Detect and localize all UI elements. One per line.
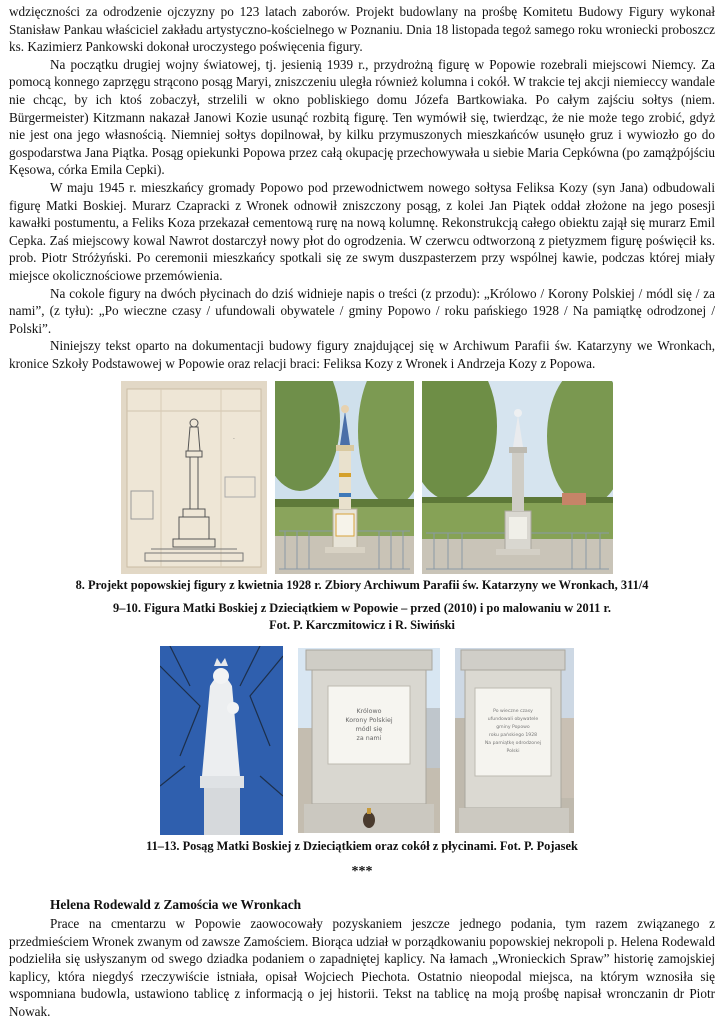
photo-11-statue bbox=[160, 646, 283, 835]
photo-9-figure-before bbox=[275, 381, 414, 574]
plaque-front-line: za nami bbox=[356, 735, 382, 742]
paragraph-1: wdzięczności za odrodzenie ojczyzny po 123 latach zaborów. Projekt budowlany na prośbę Komitetu Budowy Figury wykonał Stanisław Pankau właściciel zakładu artystyczno-kościelnego w Poznaniu. Dnia 18 listopada tegoż samego roku wroniecki proboszcz ks. Kazimierz Pankowski dokonał uroczystego poświęcenia figury. bbox=[9, 4, 715, 55]
caption-11-13: 11–13. Posąg Matki Boskiej z Dzieciątkiem oraz cokół z płycinami. Fot. P. Pojasek bbox=[146, 839, 578, 853]
photo-13-plinth-back bbox=[455, 648, 574, 833]
photo-8-project-drawing bbox=[121, 381, 267, 574]
plaque-front-line: módl się bbox=[355, 726, 383, 733]
text-block-bottom bbox=[9, 897, 715, 1021]
photo-10-figure-after bbox=[422, 381, 613, 574]
paragraph-2: Na początku drugiej wojny światowej, tj. jesienią 1939 r., przydrożną figurę w Popowie rozebrali miejscowi Niemcy. Za pomocą konnego zaprzęgu strącono posąg Maryi, zniszczeniu uległa również kolumna i cokół. W trakcie tej akcji niemieccy wandale nie chcąc, by ich ktoś zobaczył, strzelili w okno pobliskiego domu Józefa Bartkowiaka. Po całym zajściu sołtys (niem. Bürgermeister) Kitzmann nakazał Janowi Kozie usunąć rozbitą figurę. Ten wymówił się, twierdząc, że nie może tego zrobić, gdyż nie jest ona jego własnością. Niemniej sołtys dopilnował, by kilku przymuszonych mieszkańców usunęło gruz i wywiozło go do gospodarstwa Jana Piątka. Posąg opiekunki Popowa przez całą okupację przechowywała u siebie Maria Cepkówna (po zamążpójściu Kęsowa, córka Emila Cepki). bbox=[9, 56, 715, 178]
caption-8: 8. Projekt popowskiej figury z kwietnia 1928 r. Zbiory Archiwum Parafii św. Katarzyny we Wronkach, 311/4 bbox=[75, 578, 649, 592]
plaque-back-line: roku pańskiego 1928 bbox=[488, 733, 538, 738]
text-block-top bbox=[9, 3, 715, 372]
plaque-back-line: ufundowali obywatele bbox=[487, 717, 539, 722]
photo-12-plinth-front bbox=[298, 648, 440, 833]
paragraph-4: Na cokole figury na dwóch płycinach do dziś widnieje napis o treści (z przodu): „Królowo / Korony Polskiej / módl się / za nami”, (z tyłu): „Po wieczne czasy / ufundowali obywatele / gminy Popowo / roku pańskiego 1928 / Na pamiątkę odrodzonej / Polski”. bbox=[9, 285, 715, 336]
paragraph-6: Prace na cmentarzu w Popowie zaowocowały pozyskaniem jeszcze jednego podania, tym razem związanego z przedmieściem Wronek zwanym od zawsze Zamościem. Biorąca udział w porządkowaniu popowskiej nekropoli p. Helena Rodewald podzieliła się usłyszanym od swego dziadka podaniem o zapadniętej kaplicy. Na łamach „Wronieckich Spraw” historię zamojskiej kaplicy, która niegdyś rzeczywiście istniała, opisał Wojciech Piechota. Ostatnio nieopodal miejsca, na którym wznosiła się wspomniana budowla, ustawiono tablicę z informacją o jej historii. Tekst na tablicę na moją prośbę napisał wronczanin dr Piotr Nowak. bbox=[9, 916, 715, 1019]
paragraph-5: Niniejszy tekst oparto na dokumentacji budowy figury znajdującej się w Archiwum Parafii św. Katarzyny we Wronkach, kronice Szkoły Podstawowej w Popowie oraz relacji braci: Feliksa Kozy z Wronek i Andrzeja Kozy z Popowa. bbox=[9, 338, 715, 371]
plaque-back-line: Polski bbox=[506, 749, 520, 754]
plaque-back-line: Po wieczne czasy bbox=[493, 709, 533, 714]
plaque-back-line: Na pamiątkę odrodzonej bbox=[484, 741, 542, 746]
caption-9-10-line1: 9–10. Figura Matki Boskiej z Dzieciątkiem w Popowie – przed (2010) i po malowaniu w 2011 r. bbox=[113, 601, 611, 615]
caption-9-10-line2: Fot. P. Karczmitowicz i R. Siwiński bbox=[269, 618, 455, 632]
caption-8-block bbox=[9, 577, 715, 594]
plaque-front-line: Królowo bbox=[356, 708, 382, 715]
paragraph-3: W maju 1945 r. mieszkańcy gromady Popowo pod przewodnictwem nowego sołtysa Feliksa Kozy (syn Jana) odbudowali figurę Matki Boskiej. Murarz Czapracki z Wronek odnowił zniszczony posąg, z kolei Jan Piątek oddał złożone na jego posesji kawałki postumentu, a Feliks Koza przekazał cementową rurę na nową kolumnę. Rekonstrukcją całego obiektu zajął się murarz Emil Cepka. Zaś miejscowy kowal Nawrot dostarczył nowy płot do ogrodzenia. W czerwcu odtworzoną z pietyzmem figurę poświęcił ks. prob. Piotr Stróżyński. Po ceremonii mieszkańcy spotkali się ze swym duszpasterzem przy wspólnej kawie, podczas której miały miejsce okolicznościowe przemówienia. bbox=[9, 179, 715, 283]
section-heading: Helena Rodewald z Zamościa we Wronkach bbox=[50, 897, 302, 912]
plaque-front bbox=[328, 686, 410, 764]
plaque-front-line: Korony Polskiej bbox=[345, 717, 393, 724]
caption-11-13-block bbox=[9, 838, 715, 855]
caption-9-10-block bbox=[9, 600, 715, 634]
plaque-back bbox=[475, 688, 551, 776]
svg-text:·: · bbox=[233, 436, 235, 443]
section-separator: *** bbox=[351, 864, 373, 879]
plaque-back-line: gminy Popowo bbox=[496, 725, 530, 730]
